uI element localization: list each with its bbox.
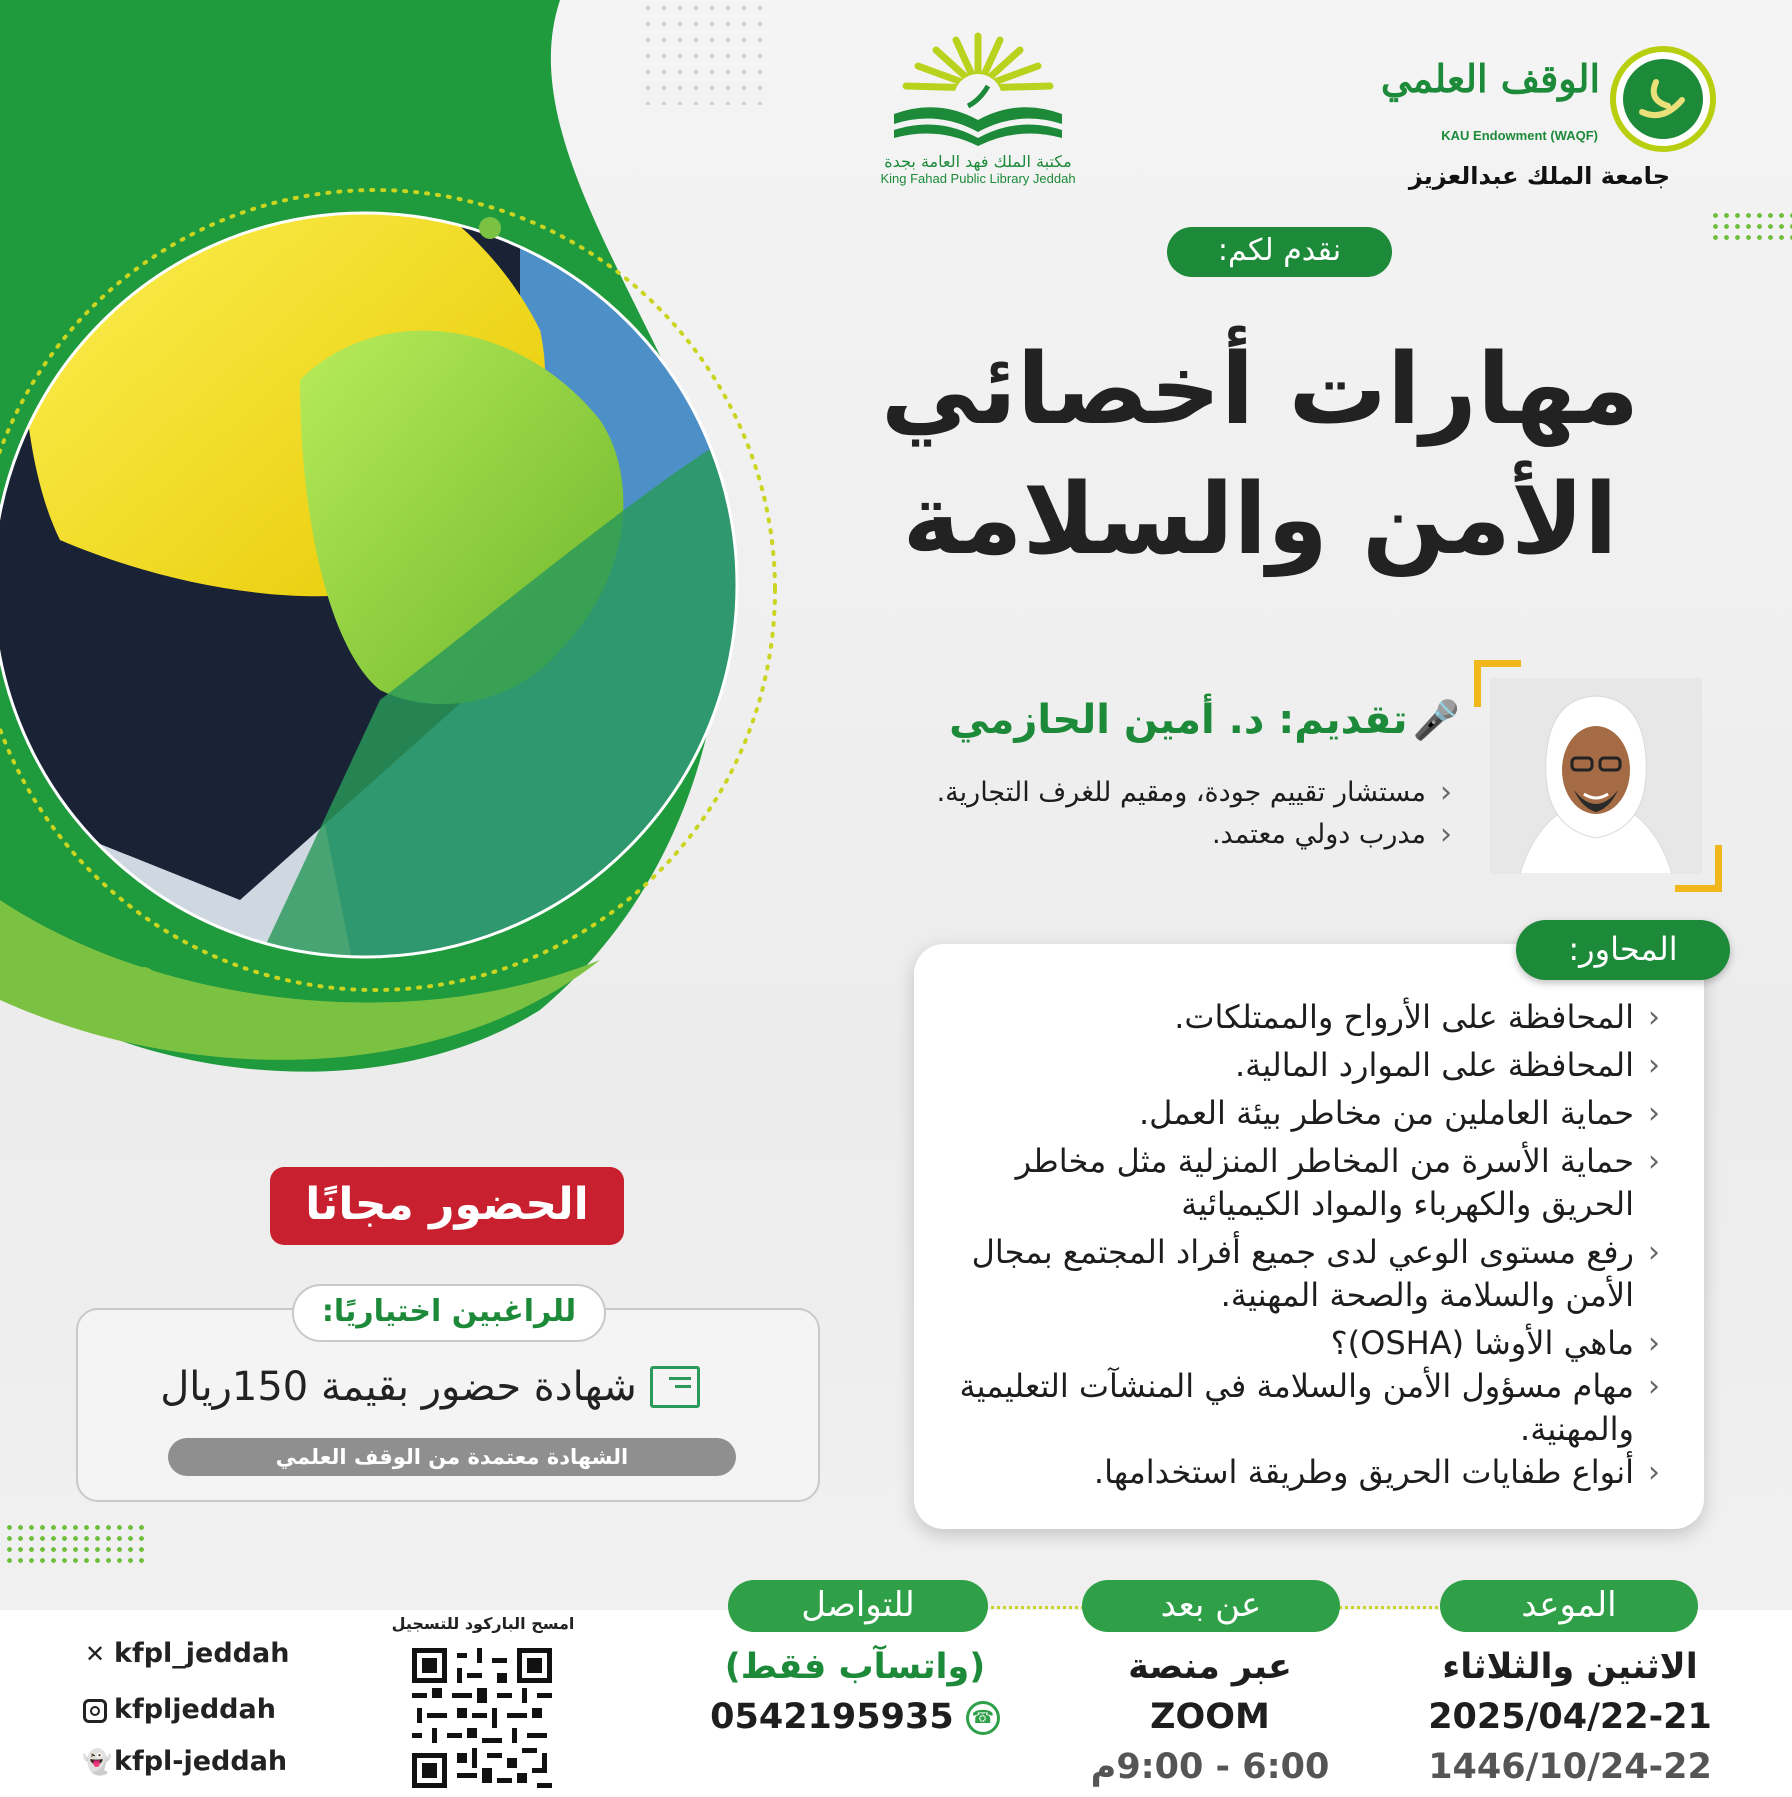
contact-info: [700, 1642, 1010, 1742]
presenter-name: 🎤 تقديم: د. أمين الحازمي: [949, 697, 1460, 743]
certificate-tab: للراغبين اختياريًا:: [292, 1284, 606, 1342]
library-name-en: King Fahad Public Library Jeddah: [880, 171, 1076, 186]
page-title: [860, 325, 1660, 585]
whatsapp-icon: ☎: [966, 1701, 1000, 1735]
certificate-note: الشهادة معتمدة من الوقف العلمي: [168, 1438, 736, 1476]
contact-whatsapp-note: (واتسآب فقط): [724, 1647, 986, 1687]
list-item: ‹ المحافظة على الموارد المالية.: [948, 1044, 1660, 1087]
waqf-emblem-icon: [1608, 44, 1718, 154]
social-x[interactable]: ✕ kfpl_jeddah: [82, 1638, 289, 1669]
snapchat-icon: 👻: [82, 1748, 112, 1776]
presenter-photo-frame: [1474, 660, 1722, 892]
microphone-icon: 🎤: [1412, 697, 1460, 742]
library-logo: [858, 28, 1098, 208]
intro-label: نقدم لكم:: [1167, 227, 1392, 277]
hero-image: [0, 0, 800, 1100]
presenter-bullets: [840, 772, 1452, 856]
qr-code[interactable]: [412, 1648, 552, 1788]
list-item: ‹ حماية العاملين من مخاطر بيئة العمل.: [948, 1092, 1660, 1135]
waqf-name-en: KAU Endowment (WAQF): [1441, 128, 1598, 143]
university-name-ar: جامعة الملك عبدالعزيز: [1408, 162, 1670, 190]
list-item: ‹ مهام مسؤول الأمن والسلامة في المنشآت التعليمية والمهنية.: [948, 1365, 1660, 1451]
certificate-line: شهادة حضور بقيمة 150ريال: [120, 1364, 740, 1410]
green-dot-grid-left: [4, 1522, 150, 1564]
waqf-logo: [1380, 44, 1718, 194]
schedule-days: الاثنين والثلاثاء: [1442, 1647, 1698, 1687]
social-snapchat[interactable]: 👻kfpl-jeddah: [82, 1746, 288, 1777]
schedule-date-gregorian: 2025/04/22-21: [1428, 1697, 1712, 1737]
list-item: ‹ رفع مستوى الوعي لدى جميع أفراد المجتمع بمجال الأمن والسلامة والصحة المهنية.: [948, 1231, 1660, 1317]
x-icon: ✕: [84, 1640, 106, 1668]
certificate-icon: [650, 1366, 700, 1408]
list-item: ‹ ماهي الأوشا (OSHA)؟: [948, 1322, 1660, 1365]
schedule-info: [1410, 1642, 1730, 1792]
library-name-ar: مكتبة الملك فهد العامة بجدة: [884, 152, 1072, 171]
presenter-photo: [1490, 678, 1702, 874]
contact-phone[interactable]: 0542195935 ☎: [700, 1692, 1010, 1742]
list-item: ‹ أنواع طفايات الحريق وطريقة استخدامها.: [948, 1451, 1660, 1494]
qr-caption: امسح الباركود للتسجيل: [391, 1614, 575, 1633]
instagram-icon: [82, 1696, 108, 1724]
waqf-name-ar: الوقف العلمي: [1380, 56, 1600, 101]
remote-label: عن بعد: [1082, 1580, 1340, 1632]
social-instagram[interactable]: kfpljeddah: [82, 1694, 276, 1725]
green-dot-grid-top-right: [1710, 210, 1792, 244]
remote-platform-name: ZOOM: [1150, 1697, 1270, 1737]
remote-platform-line: عبر منصة: [1128, 1647, 1292, 1687]
title-line-2: الأمن والسلامة: [902, 463, 1618, 577]
free-attendance-badge: الحضور مجانًا: [270, 1167, 624, 1245]
library-logo-mark: [888, 28, 1068, 148]
topics-label: المحاور:: [1516, 920, 1730, 980]
list-item: ‹ مدرب دولي معتمد.: [840, 814, 1452, 856]
list-item: ‹ مستشار تقييم جودة، ومقيم للغرف التجارية.: [840, 772, 1452, 814]
title-line-1: مهارات أخصائي: [880, 333, 1640, 447]
schedule-label: الموعد: [1440, 1580, 1698, 1632]
schedule-date-hijri: 1446/10/24-22: [1428, 1747, 1712, 1787]
remote-info: [1060, 1642, 1360, 1792]
remote-time: 6:00 - 9:00م: [1090, 1747, 1330, 1787]
topics-list: [948, 996, 1660, 1494]
list-item: ‹ حماية الأسرة من المخاطر المنزلية مثل مخاطر الحريق والكهرباء والمواد الكيميائية: [948, 1140, 1660, 1226]
contact-label: للتواصل: [728, 1580, 988, 1632]
list-item: ‹ المحافظة على الأرواح والممتلكات.: [948, 996, 1660, 1039]
